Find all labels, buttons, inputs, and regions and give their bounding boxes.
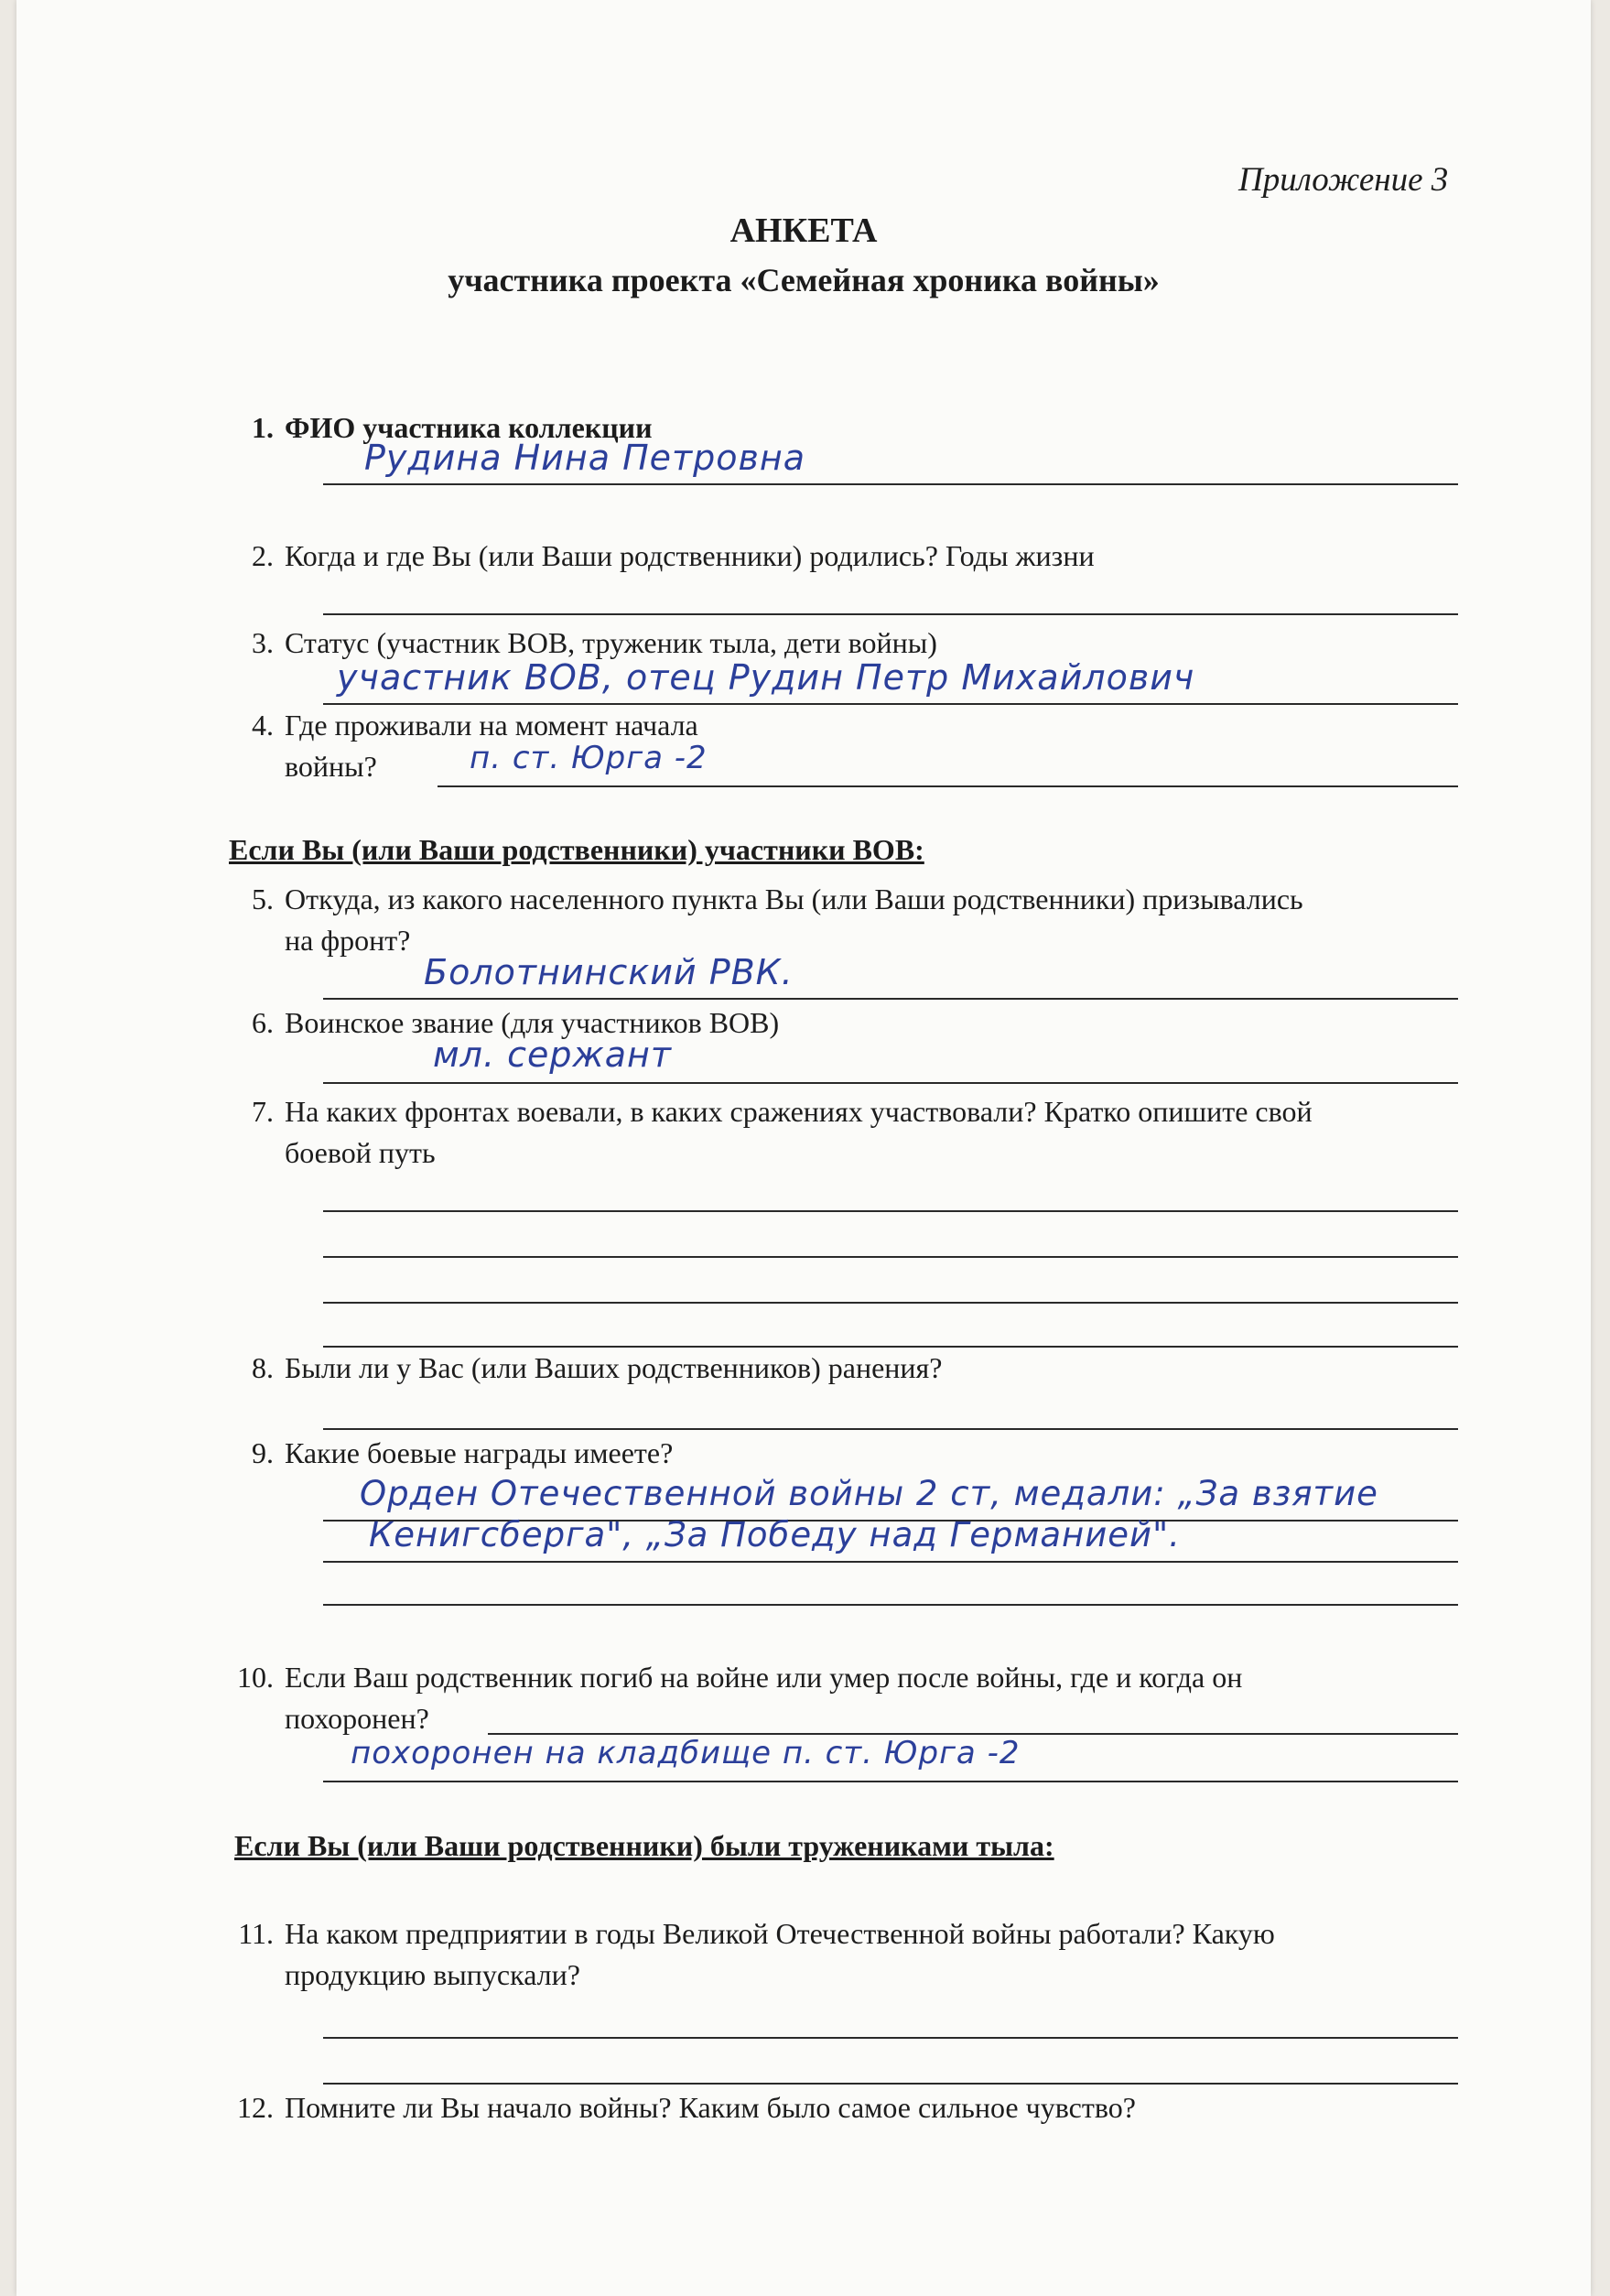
- question-12: 12. Помните ли Вы начало войны? Каким было самое сильное чувство?: [237, 2091, 1136, 2124]
- answer-line-8: [323, 1428, 1458, 1430]
- answer-line-11b: [323, 2083, 1458, 2085]
- question-11: 11. На каком предприятии в годы Великой Отечественной войны работали? Какую: [238, 1917, 1275, 1950]
- answer-line-9b: [323, 1561, 1458, 1563]
- question-5: 5. Откуда, из какого населенного пункта Вы (или Ваши родственники) призывались: [252, 883, 1303, 915]
- answer-line-7c: [323, 1302, 1458, 1304]
- answer-6: мл. сержант: [433, 1034, 673, 1075]
- appendix-label: Приложение 3: [1238, 161, 1449, 199]
- question-6: 6. Воинское звание (для участников ВОВ): [252, 1006, 780, 1039]
- question-4-cont: войны?: [285, 750, 377, 783]
- answer-line-9c: [323, 1604, 1458, 1606]
- answer-10: похоронен на кладбище п. ст. Юрга -2: [351, 1735, 1021, 1771]
- question-10: 10. Если Ваш родственник погиб на войне или умер после войны, где и когда он: [237, 1661, 1243, 1694]
- question-5-cont: на фронт?: [285, 924, 411, 957]
- answer-line-2: [323, 613, 1458, 615]
- question-10-cont: похоронен?: [285, 1702, 429, 1735]
- answer-4: п. ст. Юрга -2: [470, 740, 708, 776]
- question-7-cont: боевой путь: [285, 1136, 436, 1169]
- answer-line-11a: [323, 2037, 1458, 2039]
- question-7: 7. На каких фронтах воевали, в каких сражениях участвовали? Кратко опишите свой: [252, 1095, 1313, 1128]
- answer-1: Рудина Нина Петровна: [364, 438, 806, 478]
- answer-line-1: [323, 483, 1458, 485]
- answer-line-10b: [323, 1781, 1458, 1782]
- questionnaire-page: [16, 0, 1591, 2296]
- section-rear-heading: Если Вы (или Ваши родственники) были тружениками тыла:: [234, 1829, 1054, 1862]
- answer-line-4: [438, 785, 1458, 787]
- answer-9-line-2: Кенигсберга", „За Победу над Германией".: [369, 1515, 1181, 1554]
- question-9: 9. Какие боевые награды имеете?: [252, 1436, 674, 1469]
- answer-line-6: [323, 1082, 1458, 1084]
- answer-9-line-1: Орден Отечественной войны 2 ст, медали: „За взятие: [360, 1474, 1378, 1513]
- answer-5: Болотнинский РВК.: [424, 952, 794, 992]
- section-vov-heading: Если Вы (или Ваши родственники) участники ВОВ:: [229, 833, 924, 866]
- document-title: АНКЕТА: [729, 211, 878, 250]
- answer-line-7a: [323, 1210, 1458, 1212]
- answer-3: участник ВОВ, отец Рудин Петр Михайлович: [337, 657, 1195, 698]
- answer-line-7b: [323, 1256, 1458, 1258]
- question-8: 8. Были ли у Вас (или Ваших родственников) ранения?: [252, 1351, 943, 1384]
- answer-line-5: [323, 998, 1458, 1000]
- document-subtitle: участника проекта «Семейная хроника войны»: [448, 262, 1160, 298]
- question-3: 3. Статус (участник ВОВ, труженик тыла, дети войны): [252, 626, 937, 659]
- question-4: 4. Где проживали на момент начала: [252, 709, 698, 742]
- question-11-cont: продукцию выпускали?: [285, 1958, 580, 1991]
- question-2: 2. Когда и где Вы (или Ваши родственники) родились? Годы жизни: [252, 539, 1095, 572]
- question-1: 1. ФИО участника коллекции: [252, 411, 653, 444]
